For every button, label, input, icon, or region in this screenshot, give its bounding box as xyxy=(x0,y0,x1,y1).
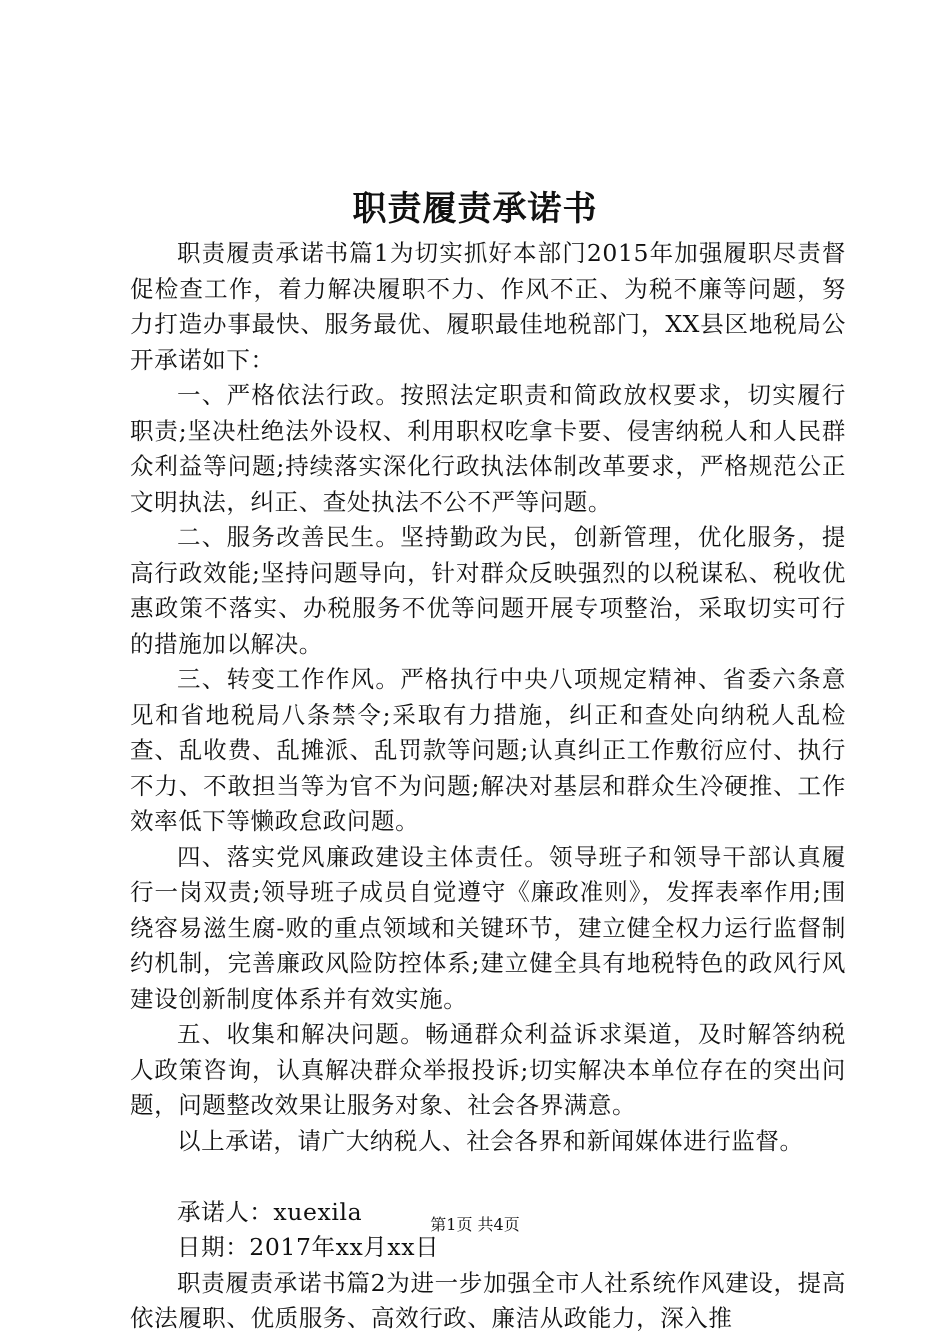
date-line: 日期：2017年xx月xx日 xyxy=(177,1233,440,1261)
blank-line xyxy=(130,1159,846,1195)
page-footer: 第1页 共4页 xyxy=(430,1215,520,1234)
paragraph-item-5: 五、收集和解决问题。畅通群众利益诉求渠道，及时解答纳税人政策咨询，认真解决群众举报投诉;切实解决本单位存在的突出问题，问题整改效果让服务对象、社会各界满意。 xyxy=(130,1020,846,1119)
paragraph-item-4: 四、落实党风廉政建设主体责任。领导班子和领导干部认真履行一岗双责;领导班子成员自觉遵守《廉政准则》，发挥表率作用;围绕容易滋生腐-败的重点领域和关键环节，建立健全权力运行监督制约机制，完善廉政风险防控体系;建立健全具有地税特色的政风行风建设创新制度体系并有效实施。 xyxy=(130,842,846,1013)
paragraph-item-3: 三、转变工作作风。严格执行中央八项规定精神、省委六条意见和省地税局八条禁令;采取有力措施，纠正和查处向纳税人乱检查、乱收费、乱摊派、乱罚款等问题;认真纠正工作敷衍应付、执行不力、不敢担当等为官不为问题;解决对基层和群众生冷硬推、工作效率低下等懒政怠政问题。 xyxy=(130,665,846,835)
paragraph-item-2: 二、服务改善民生。坚持勤政为民，创新管理，优化服务，提高行政效能;坚持问题导向，针对群众反映强烈的以税谋私、税收优惠政策不落实、办税服务不优等问题开展专项整治，采取切实可行的措施加以解决。 xyxy=(130,523,846,658)
paragraph-item-1: 一、严格依法行政。按照法定职责和简政放权要求，切实履行职责;坚决杜绝法外设权、利用职权吃拿卡要、侵害纳税人和人民群众利益等问题;持续落实深化行政执法体制改革要求，严格规范公正文明执法，纠正、查处执法不公不严等问题。 xyxy=(130,381,846,516)
document-title: 职责履责承诺书 xyxy=(352,189,598,229)
document-body xyxy=(130,236,846,1337)
paragraph-closing: 以上承诺，请广大纳税人、社会各界和新闻媒体进行监督。 xyxy=(177,1126,804,1155)
signer-line: 承诺人：xuexila xyxy=(177,1197,363,1226)
paragraph-intro: 职责履责承诺书篇1为切实抓好本部门2015年加强履职尽责督促检查工作，着力解决履职不力、作风不正、为税不廉等问题，努力打造办事最快、服务最优、履职最佳地税部门，XX县区地税局公开承诺如下： xyxy=(130,239,846,374)
paragraph-next-article: 职责履责承诺书篇2为进一步加强全市人社系统作风建设，提高依法履职、优质服务、高效行政、廉洁从政能力，深入推 xyxy=(130,1268,846,1332)
